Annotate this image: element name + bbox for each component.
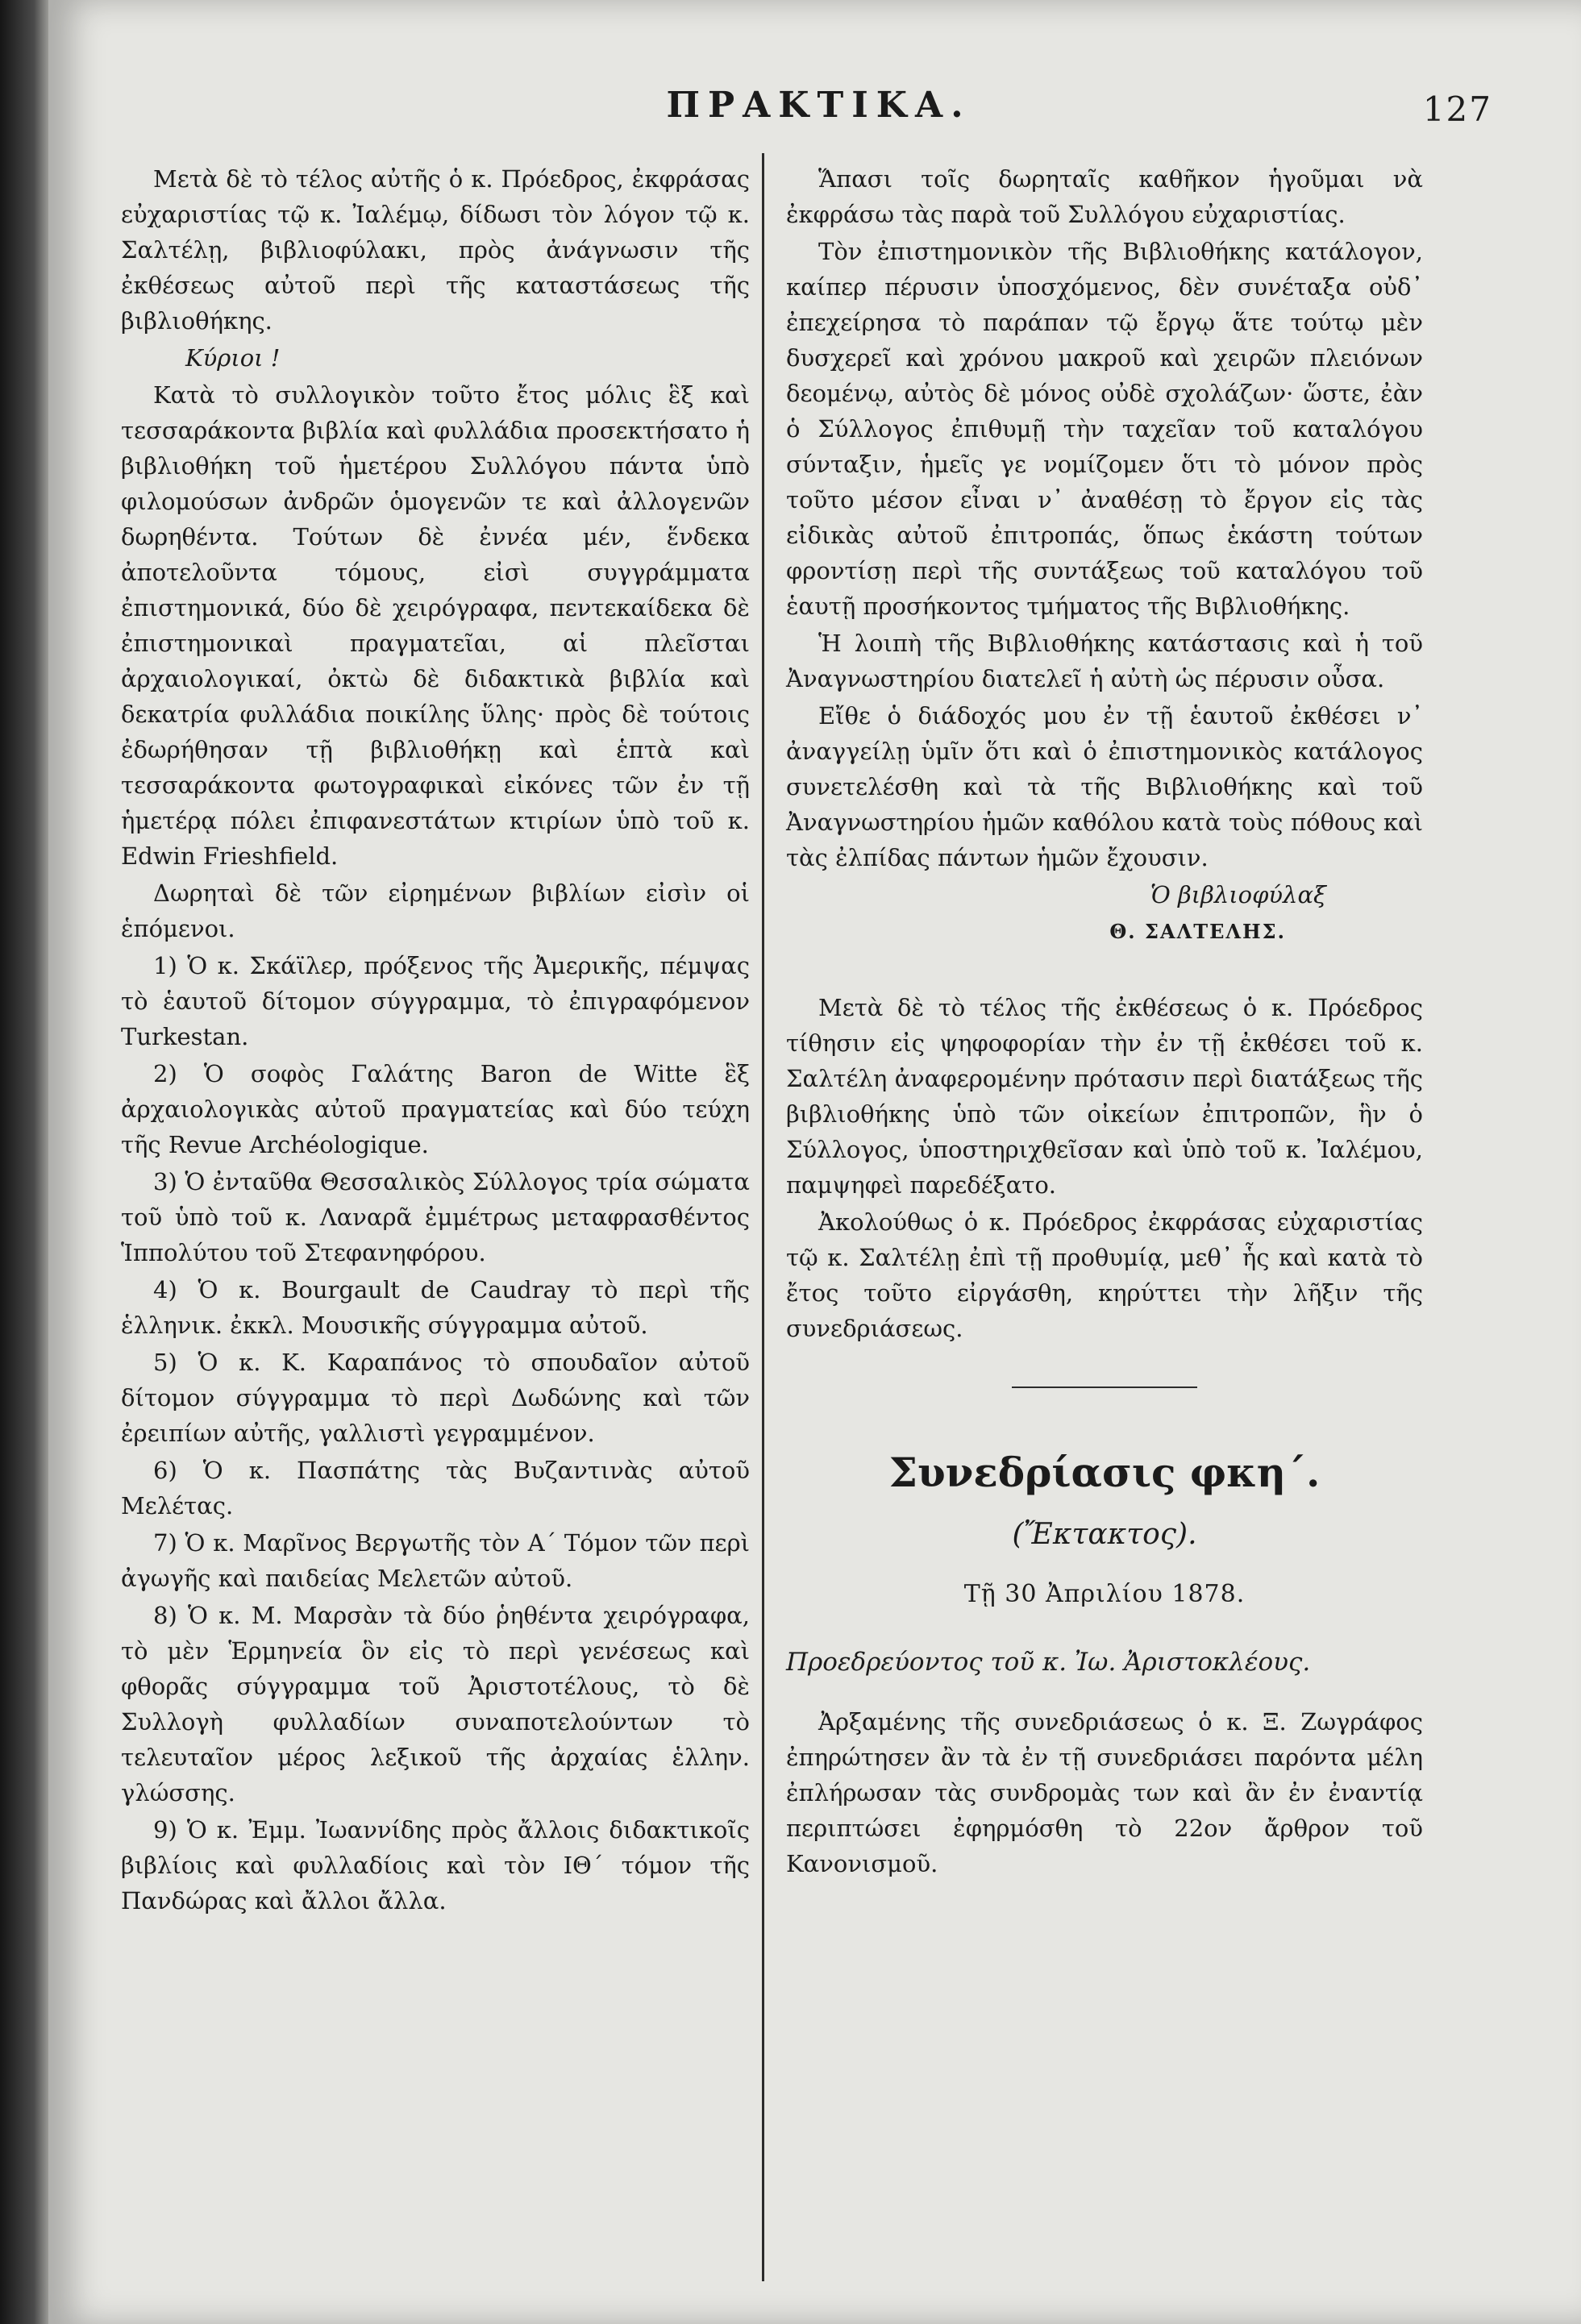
vote-paragraph: Μετὰ δὲ τὸ τέλος τῆς ἐκθέσεως ὁ κ. Πρόεδρος τίθησιν εἰς ψηφοφορίαν τὴν ἐν τῇ ἐκθέσει τοῦ κ. Σαλτέλη ἀναφερομένην πρότασιν περὶ διατάξεως τῆς βιβλιοθήκης ὑπὸ τῶν οἰκείων ἐπιτροπῶν, ἣν ὁ Σύλλογος, ὑποστηριχθεῖσαν καὶ ὑπὸ τοῦ κ. Ἰαλέμου, παμψηφεὶ παρεδέξατο. — [786, 994, 1423, 1199]
library-state-paragraph: Ἡ λοιπὴ τῆς Βιβλιοθήκης κατάστασις καὶ ἡ τοῦ Ἀναγνωστηρίου διατελεῖ ἡ αὐτὴ ὡς πέρυσιν οὖσα. — [786, 630, 1423, 692]
signature-name: Θ. ΣΑΛΤΕΛΗΣ. — [1109, 920, 1286, 943]
column-divider — [762, 153, 764, 2281]
donor-item: 8) Ὁ κ. Μ. Μαρσὰν τὰ δύο ῥηθέντα χειρόγραφα, τὸ μὲν Ἑρμηνεία ὃν εἰς τὸ περὶ γενέσεως καὶ φθορᾶς σύγγραμμα τοῦ Ἀριστοτέλους, τὸ δὲ Συλλογὴ φυλλαδίων συναποτελούντων τὸ τελευταῖον μέρος λεξικοῦ τῆς ἀρχαίας ἑλλην. γλώσσης. — [121, 1602, 750, 1806]
right-column — [786, 161, 1423, 1883]
report-body-paragraph: Κατὰ τὸ συλλογικὸν τοῦτο ἔτος μόλις ἓξ καὶ τεσσαράκοντα βιβλία καὶ φυλλάδια προσεκτήσατο ἡ βιβλιοθήκη τοῦ ἡμετέρου Συλλόγου πάντα ὑπὸ φιλομούσων ἀνδρῶν ὁμογενῶν τε καὶ ἀλλογενῶν δωρηθέντα. Τούτων δὲ ἐννέα μέν, ἕνδεκα ἀποτελοῦντα τόμους, εἰσὶ συγγράμματα ἐπιστημονικά, δύο δὲ χειρόγραφα, πεντεκαίδεκα δὲ ἐπιστημονικαὶ πραγματεῖαι, αἱ πλεῖσται ἀρχαιολογικαί, ὀκτὼ δὲ διδακτικὰ βιβλία καὶ δεκατρία φυλλάδια ποικίλης ὕλης· πρὸς δὲ τούτοις ἐδωρήθησαν τῇ βιβλιοθήκῃ καὶ ἑπτὰ καὶ τεσσαράκοντα φωτογραφικαὶ εἰκόνες τῶν ἐν τῇ ἡμετέρᾳ πόλει ἐπιφανεστάτων κτιρίων ὑπὸ τοῦ κ. Edwin Frieshfield. — [121, 381, 750, 870]
donor-item: 3) Ὁ ἐνταῦθα Θεσσαλικὸς Σύλλογος τρία σώματα τοῦ ὑπὸ τοῦ κ. Λαναρᾶ ἐμμέτρως μεταφρασθέντος Ἱππολύτου τοῦ Στεφανηφόρου. — [121, 1168, 750, 1266]
signature-role: Ὁ βιβλιοφύλαξ — [1150, 881, 1326, 908]
session-subtitle: (Ἔκτακτος). — [1012, 1518, 1197, 1551]
donors-intro: Δωρηταὶ δὲ τῶν εἰρημένων βιβλίων εἰσὶν οἱ ἑπόμενοι. — [121, 879, 750, 942]
section-rule — [1012, 1387, 1197, 1388]
session-heading: Συνεδρίασις φκη΄. — [888, 1449, 1321, 1496]
donor-item: 6) Ὁ κ. Πασπάτης τὰς Βυζαντινὰς αὐτοῦ Μελέτας. — [121, 1457, 750, 1520]
donor-item: 9) Ὁ κ. Ἐμμ. Ἰωαννίδης πρὸς ἄλλοις διδακτικοῖς βιβλίοις καὶ φυλλαδίοις καὶ τὸν ΙΘ΄ τόμον τῆς Πανδώρας καὶ ἄλλοι ἄλλα. — [121, 1816, 750, 1914]
donor-item: 7) Ὁ κ. Μαρῖνος Βεργωτῆς τὸν Α΄ Τόμον τῶν περὶ ἀγωγῆς καὶ παιδείας Μελετῶν αὐτοῦ. — [121, 1529, 750, 1592]
session-date: Τῇ 30 Ἀπριλίου 1878. — [963, 1580, 1246, 1608]
running-title: ΠΡΑΚΤΙΚΑ. — [666, 85, 971, 126]
page-number: 127 — [1422, 89, 1492, 129]
intro-paragraph: Μετὰ δὲ τὸ τέλος αὐτῆς ὁ κ. Πρόεδρος, ἐκφράσας εὐχαριστίας τῷ κ. Ἰαλέμῳ, δίδωσι τὸν λόγον τῷ κ. Σαλτέλῃ, βιβλιοφύλακι, πρὸς ἀνάγνωσιν τῆς ἐκθέσεως αὐτοῦ περὶ τῆς καταστάσεως τῆς βιβλιοθήκης. — [121, 165, 750, 335]
thanks-paragraph: Ἅπασι τοῖς δωρηταῖς καθῆκον ἡγοῦμαι νὰ ἐκφράσω τὰς παρὰ τοῦ Συλλόγου εὐχαριστίας. — [786, 165, 1423, 228]
session-opening-paragraph: Ἀρξαμένης τῆς συνεδριάσεως ὁ κ. Ξ. Ζωγράφος ἐπηρώτησεν ἂν τὰ ἐν τῇ συνεδριάσει παρόντα μέλη ἐπλήρωσαν τὰς συνδρομὰς των καὶ ἂν ἐν ἐναντίᾳ περιπτώσει ἐφηρμόσθη τὸ 22ον ἄρθρον τοῦ Κανονισμοῦ. — [786, 1708, 1423, 1877]
left-column — [121, 161, 750, 1920]
donor-item: 2) Ὁ σοφὸς Γαλάτης Baron de Witte ἓξ ἀρχαιολογικὰς αὐτοῦ πραγματείας καὶ δύο τεύχη τῆς Revue Archéologique. — [121, 1060, 750, 1158]
wish-paragraph: Εἴθε ὁ διάδοχός μου ἐν τῇ ἑαυτοῦ ἐκθέσει ν᾽ ἀναγγείλῃ ὑμῖν ὅτι καὶ ὁ ἐπιστημονικὸς κατάλογος συνετελέσθη καὶ τὰ τῆς Βιβλιοθήκης καὶ τοῦ Ἀναγνωστηρίου ἡμῶν καθόλου κατὰ τοὺς πόθους καὶ τὰς ἐλπίδας πάντων ἡμῶν ἔχουσιν. — [786, 702, 1423, 871]
book-gutter — [0, 0, 48, 2324]
donor-item: 4) Ὁ κ. Bourgault de Caudray τὸ περὶ τῆς ἑλληνικ. ἐκκλ. Μουσικῆς σύγγραμμα αὐτοῦ. — [121, 1276, 750, 1339]
closing-paragraph: Ἀκολούθως ὁ κ. Πρόεδρος ἐκφράσας εὐχαριστίας τῷ κ. Σαλτέλῃ ἐπὶ τῇ προθυμίᾳ, μεθ᾽ ἧς καὶ κατὰ τὸ ἔτος τοῦτο εἰργάσθη, κηρύττει τὴν λῆξιν τῆς συνεδριάσεως. — [786, 1208, 1423, 1342]
address-salutation: Κύριοι ! — [185, 344, 281, 372]
donor-item: 1) Ὁ κ. Σκάϊλερ, πρόξενος τῆς Ἀμερικῆς, πέμψας τὸ ἑαυτοῦ δίτομον σύγγραμμα, τὸ ἐπιγραφόμενον Turkestan. — [121, 952, 750, 1050]
donor-item: 5) Ὁ κ. Κ. Καραπάνος τὸ σπουδαῖον αὐτοῦ δίτομον σύγγραμμα τὸ περὶ Δωδώνης καὶ τῶν ἐρειπίων αὐτῆς, γαλλιστὶ γεγραμμένον. — [121, 1349, 750, 1447]
presiding-line: Προεδρεύοντος τοῦ κ. Ἰω. Ἀριστοκλέους. — [786, 1648, 1311, 1677]
page-header — [113, 85, 1525, 141]
catalogue-paragraph: Τὸν ἐπιστημονικὸν τῆς Βιβλιοθήκης κατάλογον, καίπερ πέρυσιν ὑποσχόμενος, δὲν συνέταξα οὐδ᾽ ἐπεχείρησα τὸ παράπαν τῷ ἔργῳ ἅτε τούτῳ μὲν δυσχερεῖ καὶ χρόνου μακροῦ καὶ χειρῶν πλειόνων δεομένῳ, αὐτὸς δὲ μόνος οὐδὲ σχολάζων· ὥστε, ἐὰν ὁ Σύλλογος ἐπιθυμῇ τὴν ταχεῖαν τοῦ καταλόγου σύνταξιν, ἡμεῖς γε νομίζομεν ὅτι τὸ μόνον πρὸς τοῦτο μέσον εἶναι ν᾽ ἀναθέσῃ τὸ ἔργον εἰς τὰς εἰδικὰς αὐτοῦ ἐπιτροπάς, ὅπως ἑκάστη τούτων φροντίσῃ περὶ τῆς συντάξεως τοῦ καταλόγου τοῦ ἑαυτῇ προσήκοντος τμήματος τῆς Βιβλιοθήκης. — [786, 238, 1423, 620]
